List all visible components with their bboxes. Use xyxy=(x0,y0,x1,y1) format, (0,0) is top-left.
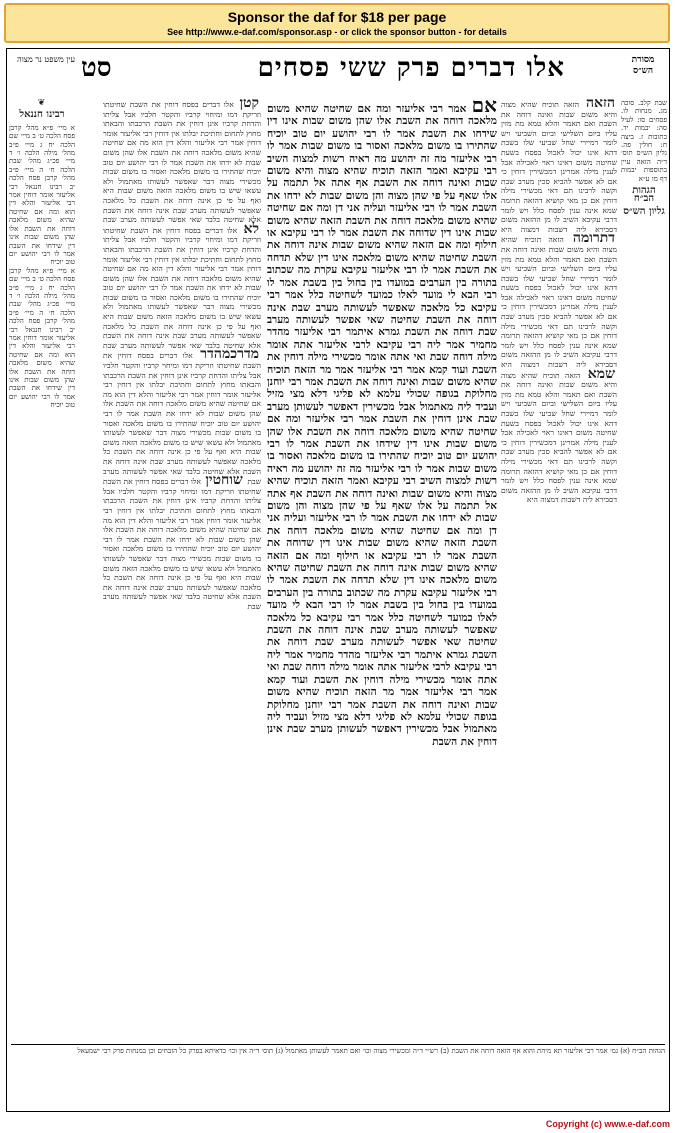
left-margin-text: א מיי׳ פ״א מהל׳ קרבן פסח הלכה ט׳ ב מיי׳ שם הלכה יח ג מיי׳ פ״ב מהל׳ מילה הלכה ו׳ ד מיי׳ פכ״ג מהל׳ שבת הלכה ח׳ ה מיי׳ פ״ב מהל׳ קרבן פסח הלכה יב רבינו חננאל רבי אליעזר אומר דוחין אמר רבי אליעזר והלא דין הוא ומה אם שחיטה שהיא משום מלאכה דוחה את השבת אלו שהן משום שבות אינו דין שידחו את השבת אמר לו רבי יהושע יום טוב יוכיח xyxy=(9,266,75,410)
dibbur-hamatchil: שוחטין xyxy=(205,472,243,489)
gemara-column xyxy=(267,99,497,1099)
dibbur-hamatchil: דתרומה xyxy=(572,230,615,247)
page-number: סט xyxy=(81,53,112,83)
dibbur-hamatchil: מדרכמהדר xyxy=(200,346,259,363)
gilyon-heading: גליון הש״ס xyxy=(623,205,665,217)
tosafot-text: הזאה תוכיח שהיא מצוה והיא משום שבות ואינה דוחה את השבת ואם תאמר והלא טמא מת מזין עליו ביום השלישי וביום השביעי ויש לומר דמיירי שחל שביעי שלו בשבת דהא אינו יכול לאכול בפסח בשעת שחיטה משום דאינו ראוי לאכילה אבל לענין מילה אמרינן דמכשירין דוחין כי אם לא אפשר להביא סכין מערב שבת וקשה לרבינו תם דאי מכשירי מילה דוחין אם כן מאי קושיא דהזאה תרומה שמא אינה ענין לפסח כלל ויש לומר דרבי עקיבא השיב לו מן ההזאה משום דסבירא ליה דשבות דמצוה היא xyxy=(501,370,617,505)
gemara-text: אמר רבי אליעזר ומה אם שחיטה שהיא משום מלאכה דוחה את השבת אלו שהן משום שבות אינו דין שידחו את השבת אמר לו רבי יהושע יום טוב יוכיח שהתירו בו משום מלאכה ואסור בו משום שבות אמר לו רבי אליעזר מה זה יהושע מה ראיה רשות למצוה השיב רבי עקיבא ואמר הזאה תוכיח שהיא מצוה והיא משום שבות ואינה דוחה את השבת אף אתה אל תתמה על אלו שאף על פי שהן מצוה והן משום שבות לא ידחו את השבת אמר לו רבי אליעזר ועליה אני דן ומה אם שחיטה שהיא משום מלאכה דוחה את השבת הזאה שהיא משום שבות אינו דין שדוחה את השבת אמר לו רבי עקיבא או חילוף ומה אם הזאה שהיא משום שבות אינה דוחה את השבת שחיטה שהיא משום מלאכה אינו דין שלא תדחה את השבת אמר לו רבי אליעזר עקיבא עקרת מה שכתוב בתורה בין הערבים במועדו בין בחול בין בשבת אמר לו רבי הבא לי מועד לאלו כמועד לשחיטה כלל אמר רבי עקיבא כל מלאכה שאפשר לעשותה מערב שבת אינה דוחה את השבת שחיטה שאי אפשר לעשותה מערב שבת דוחה את השבת גמרא איתמר רבי אליעזר מהדר מחמיר אמר ליה רבי עקיבא לרבי אליעזר אתה אומר מילה דוחה שבת ואי אתה אומר מכשירי מילה דוחין את השבת ועוד קמא אמר רבי אליעזר אמר מר הזאה תוכיח שהיא משום שבות ואינה דוחה את השבת אמר רבי יוחנן מחלוקת בגופה שכולי עלמא לא פליגי דלא מצי מזיל ועביד ליה מאתמול אבל מכשירין דאפשר לעשותן מערב שבת אינן דוחין את השבת xyxy=(267,103,497,426)
hagahot-heading: הגהות הב״ח xyxy=(632,185,656,205)
masoret-label: מסורת הש״ס xyxy=(631,55,655,76)
tosafot-text: הזאה תוכיח שהיא מצוה והיא משום שבות ואינה דוחה את השבת ואם תאמר והלא טמא מת מזין עליו ביום השלישי וביום השביעי ויש לומר דמיירי שחל שביעי שלו בשבת דהא אינו יכול לאכול בפסח בשעת שחיטה משום דאינו ראוי לאכילה אבל לענין מילה אמרינן דמכשירין דוחין כי אם לא אפשר להביא סכין מערב שבת וקשה לרבינו תם דאי מכשירי מילה דוחין אם כן מאי קושיא דהזאה תרומה שמא אינה ענין לפסח כלל ויש לומר דרבי עקיבא השיב לו מן ההזאה משום דסבירא ליה דשבות דמצוה היא xyxy=(501,235,617,370)
rashi-text: אלו דברים בפסח דוחין את השבת שחיטתו וזריקת דמו ומיחוי קרביו והקטר חלביו אבל צליתו והדחת קרביו אינן דוחין את השבת הרכבתו והבאתו מחוץ לתחום וחתיכת יבלתו אין דוחין רבי אליעזר אומר דוחין אמר רבי אליעזר והלא דין הוא מה אם שחיטה שהיא משום מלאכה דוחה את השבת אלו שהן משום שבות לא ידחו את השבת אמר לו רבי יהושע יום טוב יוכיח שהתירו בו משום מלאכה ואסור בו משום שבות מכשירי מצוה דבר שאפשר לעשותו מאתמול ולא עשאו שיש בו משום מלאכה הזאה משום שבות היא ואף על פי כן אינה דוחה את השבת כל מלאכה שאפשר לעשותה מערב שבת אינה דוחה את השבת אלא שחיטה בלבד שאי אפשר לעשותה מערב שבת xyxy=(103,100,261,225)
talmud-page xyxy=(6,48,670,1112)
ein-mishpat-label: עין משפט נר מצוה xyxy=(17,55,75,64)
rashi-column xyxy=(103,99,261,1099)
copyright-link[interactable]: Copyright (c) www.e-daf.com xyxy=(545,1119,670,1129)
tosafot-text: הזאה תוכיח שהיא מצוה והיא משום שבות ואינה דוחה את השבת ואם תאמר והלא טמא מת מזין עליו ביום השלישי וביום השביעי ויש לומר דמיירי שחל שביעי שלו בשבת דהא אינו יכול לאכול בפסח בשעת שחיטה משום דאינו ראוי לאכילה אבל לענין מילה אמרינן דמכשירין דוחין כי אם לא אפשר להביא סכין מערב שבת וקשה לרבינו תם דאי מכשירי מילה דוחין אם כן מאי קושיא דהזאה תרומה שמא אינה ענין לפסח כלל ויש לומר דרבי עקיבא השיב לו מן ההזאה משום דסבירא ליה דשבות דמצוה היא xyxy=(501,100,617,234)
gemara-text: אמר רבי אליעזר ומה אם שחיטה שהיא משום מלאכה דוחה את השבת אלו שהן משום שבות אינו דין שידחו את השבת אמר לו רבי יהושע יום טוב יוכיח שהתירו בו משום מלאכה ואסור בו משום שבות אמר לו רבי אליעזר מה זה יהושע מה ראיה רשות למצוה השיב רבי עקיבא ואמר הזאה תוכיח שהיא מצוה והיא משום שבות ואינה דוחה את השבת אף אתה אל תתמה על אלו שאף על פי שהן מצוה והן משום שבות לא ידחו את השבת אמר לו רבי אליעזר ועליה אני דן ומה אם שחיטה שהיא משום מלאכה דוחה את השבת הזאה שהיא משום שבות אינו דין שדוחה את השבת אמר לו רבי עקיבא או חילוף ומה אם הזאה שהיא משום שבות אינה דוחה את השבת שחיטה שהיא משום מלאכה אינו דין שלא תדחה את השבת אמר לו רבי אליעזר עקיבא עקרת מה שכתוב בתורה בין הערבים במועדו בין בחול בין בשבת אמר לו רבי הבא לי מועד לאלו כמועד לשחיטה כלל אמר רבי עקיבא כל מלאכה שאפשר לעשותה מערב שבת אינה דוחה את השבת שחיטה שאי אפשר לעשותה מערב שבת דוחה את השבת גמרא איתמר רבי אליעזר מהדר מחמיר אמר ליה רבי עקיבא לרבי אליעזר אתה אומר מילה דוחה שבת ואי אתה אומר מכשירי מילה דוחין את השבת ועוד קמא אמר רבי אליעזר אמר מר הזאה תוכיח שהיא משום שבות ואינה דוחה את השבת אמר רבי יוחנן מחלוקת בגופה שכולי עלמא לא פליגי דלא מצי מזיל ועביד ליה מאתמול אבל מכשירין דאפשר לעשותן מערב שבת אינן דוחין את השבת xyxy=(267,413,497,748)
sponsor-subtitle[interactable]: See http://www.e-daf.com/sponsor.asp - or click the sponsor button - for details xyxy=(167,27,507,37)
masoret-text: שבת קלב. סוכה מג. מנחות לו. פסחים סו: לעיל סה: יבמות יד. כתובות ז. ביצה ח: חולין פה. גליון הש״ס תוס׳ ד״ה הזאה עיין בתוספות יבמות דף מו ע״א xyxy=(621,99,667,183)
rabbeinu-chananel-heading: רבינו חננאל xyxy=(19,109,65,121)
footnote-strip: הגהות הב״ח (א) גמ׳ אמר רבי אליעזר תא מיהת והוא אף הזאה דוחה את השבת (ב) רש״י ד״ה ומכשירי מצוה וכו׳ ואם תאמר לעשותן מאתמול (ג) תוס׳ ד״ה אין וכו׳ כדאיתא בפרק כל הזבחים וכן במנחות פרק רבי ישמעאל xyxy=(11,1044,665,1107)
left-margin-text: א מיי׳ פ״א מהל׳ קרבן פסח הלכה ט׳ ב מיי׳ שם הלכה יח ג מיי׳ פ״ב מהל׳ מילה הלכה ו׳ ד מיי׳ פכ״ג מהל׳ שבת הלכה ח׳ ה מיי׳ פ״ב מהל׳ קרבן פסח הלכה יב רבינו חננאל רבי אליעזר אומר דוחין אמר רבי אליעזר והלא דין הוא ומה אם שחיטה שהיא משום מלאכה דוחה את השבת אלו שהן משום שבות אינו דין שידחו את השבת אמר לו רבי יהושע יום טוב יוכיח xyxy=(9,123,75,267)
sponsor-banner[interactable] xyxy=(4,3,670,43)
rashi-text: אלו דברים בפסח דוחין את השבת שחיטתו וזריקת דמו ומיחוי קרביו והקטר חלביו אבל צליתו והדחת קרביו אינן דוחין את השבת הרכבתו והבאתו מחוץ לתחום וחתיכת יבלתו אין דוחין רבי אליעזר אומר דוחין אמר רבי אליעזר והלא דין הוא מה אם שחיטה שהיא משום מלאכה דוחה את השבת אלו שהן משום שבות לא ידחו את השבת אמר לו רבי יהושע יום טוב יוכיח שהתירו בו משום מלאכה ואסור בו משום שבות מכשירי מצוה דבר שאפשר לעשותו מאתמול ולא עשאו שיש בו משום מלאכה הזאה משום שבות היא ואף על פי כן אינה דוחה את השבת כל מלאכה שאפשר לעשותה מערב שבת אינה דוחה את השבת אלא שחיטה בלבד שאי אפשר לעשותה מערב שבת xyxy=(103,477,261,611)
ein-mishpat-column xyxy=(9,99,75,1099)
rashi-text: אלו דברים בפסח דוחין את השבת שחיטתו וזריקת דמו ומיחוי קרביו והקטר חלביו אבל צליתו והדחת קרביו אינן דוחין את השבת הרכבתו והבאתו מחוץ לתחום וחתיכת יבלתו אין דוחין רבי אליעזר אומר דוחין אמר רבי אליעזר והלא דין הוא מה אם שחיטה שהיא משום מלאכה דוחה את השבת אלו שהן משום שבות לא ידחו את השבת אמר לו רבי יהושע יום טוב יוכיח שהתירו בו משום מלאכה ואסור בו משום שבות מכשירי מצוה דבר שאפשר לעשותו מאתמול ולא עשאו שיש בו משום מלאכה הזאה משום שבות היא ואף על פי כן אינה דוחה את השבת כל מלאכה שאפשר לעשותה מערב שבת אינה דוחה את השבת אלא שחיטה בלבד שאי אפשר לעשותה מערב שבת xyxy=(103,351,261,487)
masoret-hashas-column xyxy=(621,99,667,1099)
dibbur-hamatchil: לא xyxy=(243,220,259,237)
gemara-opening-word: אם xyxy=(471,99,497,117)
rashi-text: אלו דברים בפסח דוחין את השבת שחיטתו וזריקת דמו ומיחוי קרביו והקטר חלביו אבל צליתו והדחת קרביו אינן דוחין את השבת הרכבתו והבאתו מחוץ לתחום וחתיכת יבלתו אין דוחין רבי אליעזר אומר דוחין אמר רבי אליעזר והלא דין הוא מה אם שחיטה שהיא משום מלאכה דוחה את השבת אלו שהן משום שבות לא ידחו את השבת אמר לו רבי יהושע יום טוב יוכיח שהתירו בו משום מלאכה ואסור בו משום שבות מכשירי מצוה דבר שאפשר לעשותו מאתמול ולא עשאו שיש בו משום מלאכה הזאה משום שבות היא ואף על פי כן אינה דוחה את השבת כל מלאכה שאפשר לעשותה מערב שבת אינה דוחה את השבת אלא שחיטה בלבד שאי אפשר לעשותה מערב שבת xyxy=(103,225,261,350)
dibbur-hamatchil: הזאה xyxy=(586,99,615,111)
dibbur-hamatchil: קטן xyxy=(239,99,259,111)
tosafot-column xyxy=(501,99,617,1099)
sponsor-title: Sponsor the daf for $18 per page xyxy=(227,9,447,25)
dibbur-hamatchil: שמא xyxy=(587,365,615,382)
page-header xyxy=(11,53,665,93)
running-head: אלו דברים פרק ששי פסחים xyxy=(257,53,565,83)
ornament-divider: ❦ xyxy=(37,99,47,108)
